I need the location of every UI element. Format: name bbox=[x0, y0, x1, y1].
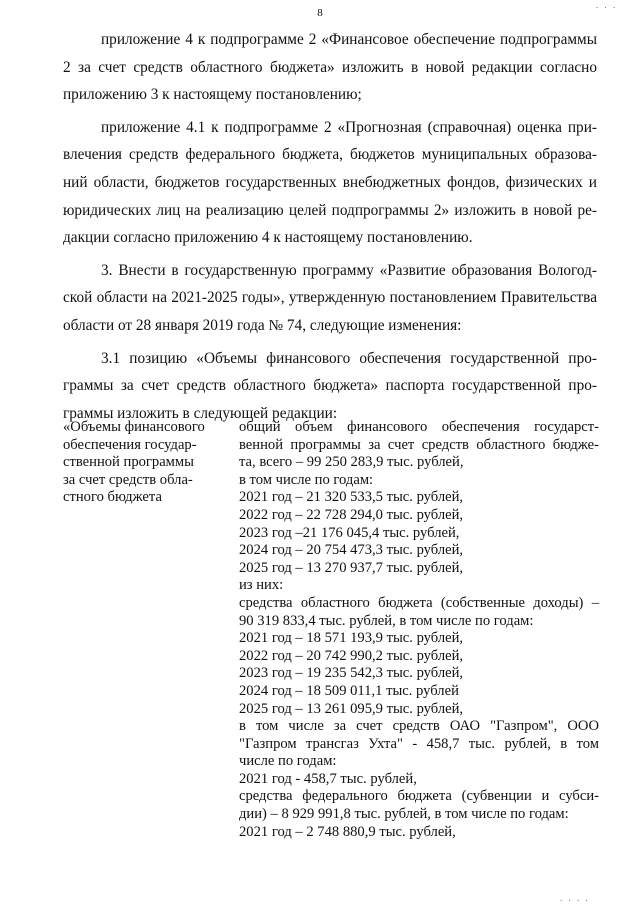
passport-label-line: ственной программы bbox=[63, 454, 194, 471]
passport-content-line: 2024 год – 18 509 011,1 тыс. рублей bbox=[239, 682, 459, 699]
passport-content-line: "Газпром трансгаз Ухта" - 458,7 тыс. рублей, в том bbox=[239, 735, 599, 752]
passport-content-line: та, всего – 99 250 283,9 тыс. рублей, bbox=[239, 454, 464, 471]
passport-content-line: 2025 год – 13 261 095,9 тыс. рублей, bbox=[239, 700, 464, 717]
paragraph-appendix-4: приложение 4 к подпрограмме 2 «Финансовое обеспечение подпрограммы 2 за счет средств областного бюджета» изложить в новой редакции согласно приложению 3 к настоящему постановлению; bbox=[63, 31, 597, 104]
passport-content-line: венной программы за счет средств областного бюдже- bbox=[239, 436, 599, 453]
passport-content-line: 90 319 833,4 тыс. рублей, в том числе по годам: bbox=[239, 612, 534, 629]
paragraph-item-3-1: 3.1 позицию «Объемы финансового обеспечения государственной программы за счет средств областного бюджета» паспорта государственной программы изложить в следующей редакции: bbox=[63, 349, 597, 422]
passport-label-line: «Объемы финансового bbox=[63, 419, 205, 435]
passport-content-line: 2021 год – 21 320 533,5 тыс. рублей, bbox=[239, 489, 464, 506]
paragraph-appendix-4-1: приложение 4.1 к подпрограмме 2 «Прогнозная (справочная) оценка привлечения средств федерального бюджета, бюджетов муниципальных образований области, бюджетов государственных внебюджетных фондов, физических и юридических лиц на реализацию целей подпрограммы 2» изложить в новой редакции согласно приложению 4 к настоящему постановлению. bbox=[63, 118, 597, 247]
passport-label-line: обеспечения государ- bbox=[63, 436, 197, 453]
passport-content-line: 2023 год –21 176 045,4 тыс. рублей, bbox=[239, 524, 460, 541]
passport-content-line: дии) – 8 929 991,8 тыс. рублей, в том числе по годам: bbox=[239, 806, 569, 823]
passport-content-line: 2022 год – 22 728 294,0 тыс. рублей, bbox=[239, 506, 464, 523]
passport-position-label bbox=[63, 419, 223, 507]
passport-content-line: 2021 год - 458,7 тыс. рублей, bbox=[239, 770, 417, 787]
passport-content-line: числе по годам: bbox=[239, 753, 337, 770]
passport-content-line: 2023 год – 19 235 542,3 тыс. рублей, bbox=[239, 665, 464, 682]
passport-content-line: из них: bbox=[239, 577, 284, 594]
passport-label-line: стного бюджета bbox=[63, 489, 162, 506]
decree-body bbox=[63, 26, 597, 427]
passport-content-line: средства федерального бюджета (субвенции и субси- bbox=[239, 788, 599, 805]
passport-position-content bbox=[239, 419, 599, 841]
passport-content-line: общий объем финансового обеспечения государст- bbox=[239, 419, 599, 435]
passport-content-line: средства областного бюджета (собственные доходы) – bbox=[239, 594, 599, 611]
scan-mark-bottom: . . . . bbox=[560, 893, 590, 903]
passport-content-line: в том числе по годам: bbox=[239, 471, 374, 488]
passport-content-line: 2022 год – 20 742 990,2 тыс. рублей, bbox=[239, 647, 464, 664]
passport-content-line: 2024 год – 20 754 473,3 тыс. рублей, bbox=[239, 542, 464, 559]
page-number: 8 bbox=[317, 7, 323, 19]
passport-label-line: за счет средств обла- bbox=[63, 471, 193, 488]
passport-content-line: 2021 год – 2 748 880,9 тыс. рублей, bbox=[239, 823, 456, 840]
passport-content-line: 2021 год – 18 571 193,9 тыс. рублей, bbox=[239, 630, 464, 647]
scan-mark-top: . . . bbox=[596, 0, 618, 10]
passport-content-line: в том числе за счет средств ОАО "Газпром", ООО bbox=[239, 718, 599, 735]
passport-content-line: 2025 год – 13 270 937,7 тыс. рублей, bbox=[239, 559, 464, 576]
paragraph-item-3: 3. Внести в государственную программу «Развитие образования Вологодской области на 2021-2025 годы», утвержденную постановлением Правительства области от 28 января 2019 года № 74, следующие изменения: bbox=[63, 261, 597, 334]
